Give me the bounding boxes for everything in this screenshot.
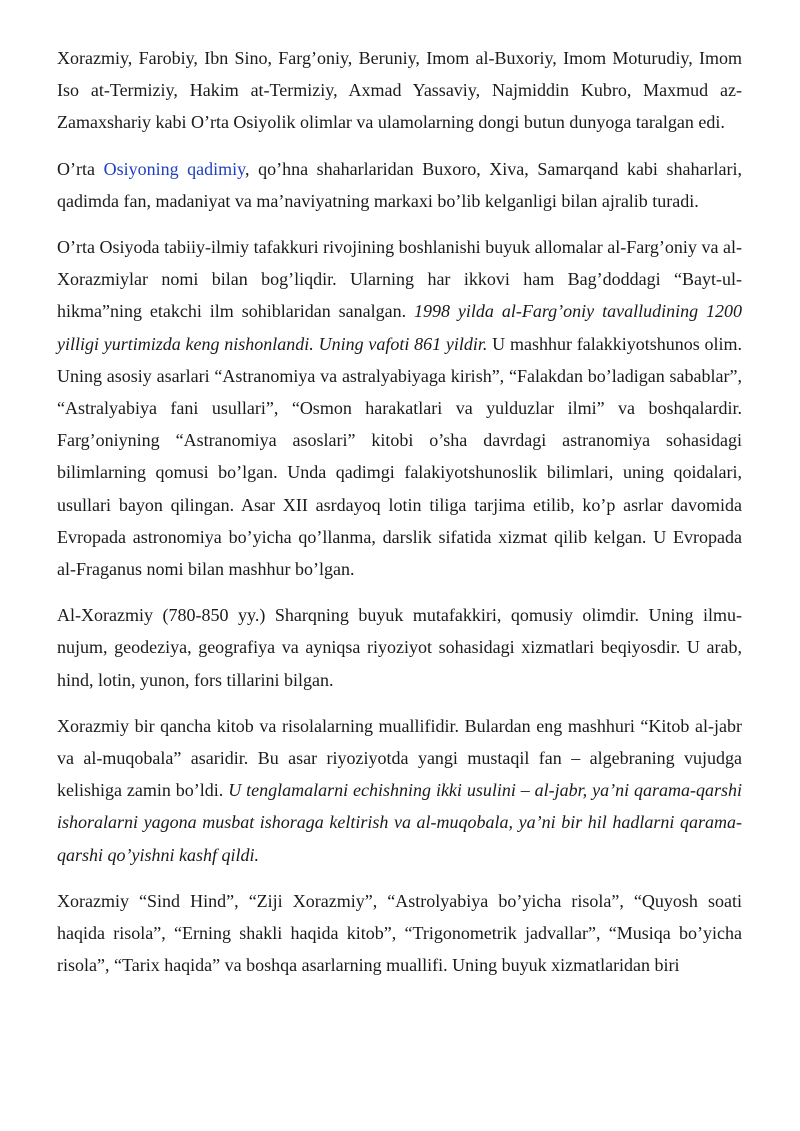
osiyoning-qadimiy-link[interactable]: Osiyoning qadimiy	[103, 158, 245, 179]
paragraph-xorazmiy-intro	[57, 599, 742, 696]
paragraph-text: U mashhur falakkiyotshunos olim. Uning asosiy asarlari “Astranomiya va astralyabiyaga kirish”, “Falakdan bo’ladigan sabablar”, “Astralyabiya fani usullari”, “Osmon harakatlari va yulduzlar ilmi” va boshqalardir. Farg’oniyning “Astranomiya asoslari” kitobi o’sha davrdagi astranomiya sohasidagi bilimlarning qomusi bo’lgan. Unda qadimgi falakiyotshunoslik bilimlari, uning qoidalari, usullari bayon qilingan. Asar XII asrdayoq lotin tiliga tarjima etilib, ko’p asrlar davomida Evropada astronomiya bo’yicha qo’llanma, darslik sifatida xizmat qilib kelgan. U Evropada al-Fraganus nomi bilan mashhur bo’lgan.	[57, 333, 742, 580]
paragraph-text: Al-Xorazmiy (780-850 yy.) Sharqning buyuk mutafakkiri, qomusiy olimdir. Uning ilmu-nujum, geodeziya, geografiya va ayniqsa riyoziyot sohasidagi xizmatlari beqiyosdir. U arab, hind, lotin, yunon, fors tillarini bilgan.	[57, 605, 742, 690]
paragraph-algebra	[57, 710, 742, 871]
paragraph-text: Xorazmiy bir qancha kitob va risolalarning muallifidir. Bulardan eng mashhuri “Kitob al-jabr va al-muqobala” asaridir. Bu asar riyoziyotda yangi mustaqil fan – algebraning vujudga kelishiga zamin bo’ldi.	[57, 715, 742, 801]
paragraph-fargoniy	[57, 231, 742, 585]
paragraph-text: Xorazmiy “Sind Hind”, “Ziji Xorazmiy”, “Astrolyabiya bo’yicha risola”, “Quyosh soati haqida risola”, “Erning shakli haqida kitob”, “Trigonometrik jadvallar”, “Musiqa bo’yicha risola”, “Tarix haqida” va boshqa asarlarning muallifi. Uning buyuk xizmatlaridan biri	[57, 890, 742, 976]
paragraph-scholars	[57, 42, 742, 139]
paragraph-text: , qo’hna shaharlaridan Buxoro, Xiva, Samarqand kabi shaharlari, qadimda fan, madaniyat va ma’naviyatning markaxi bo’lib kelganligi bilan ajralib turadi.	[57, 158, 742, 211]
italic-text: 1998 yilda al-Farg’oniy tavalludining 1200 yilligi yurtimizda keng nishonlandi. Uning vafoti 861 yildir.	[57, 301, 742, 354]
paragraph-works	[57, 885, 742, 982]
paragraph-text: Xorazmiy, Farobiy, Ibn Sino, Farg’oniy, Beruniy, Imom al-Buxoriy, Imom Moturudiy, Imom Iso at-Termiziy, Hakim at-Termiziy, Axmad Yassaviy, Najmiddin Kubro, Maxmud az-Zamaxshariy kabi O’rta Osiyolik olimlar va ulamolarning dongi butun dunyoga taralgan edi.	[57, 48, 742, 133]
italic-text: U tenglamalarni echishning ikki usulini – al-jabr, ya’ni qarama-qarshi ishoralarni yagona musbat ishoraga keltirish va al-muqobala, ya’ni bir hil hadlarni qarama-qarshi qo’yishni kashf qildi.	[57, 780, 743, 865]
paragraph-text: O’rta Osiyoda tabiiy-ilmiy tafakkuri rivojining boshlanishi buyuk allomalar al-Farg’oniy va al-Xorazmiylar nomi bilan bog’liqdir. Ularning har ikkovi ham Bag’doddagi “Bayt-ul-hikma”ning etakchi ilm sohiblaridan sanalgan.	[57, 237, 742, 322]
paragraph-cities	[57, 153, 742, 217]
document-page	[57, 42, 742, 981]
paragraph-text: O’rta	[57, 158, 104, 179]
